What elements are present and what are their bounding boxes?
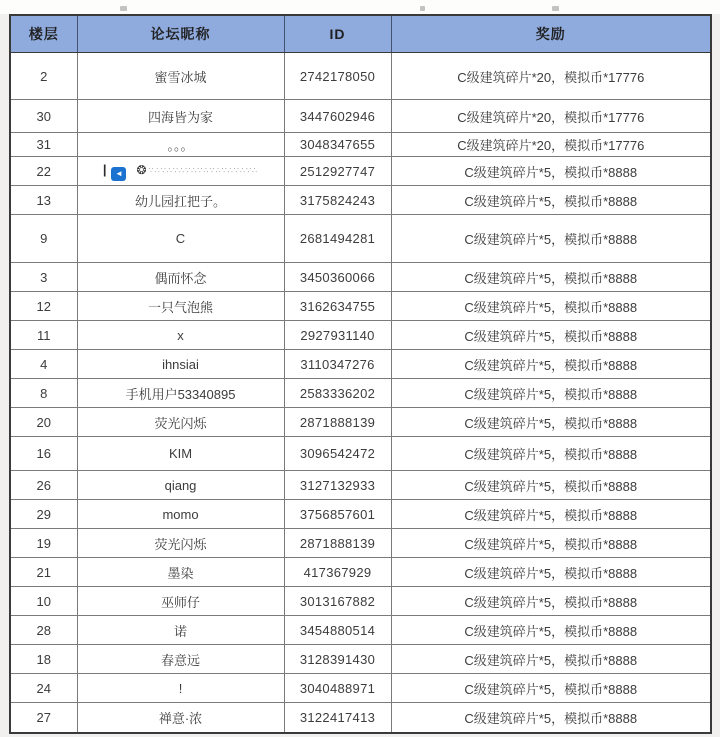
id-cell: 3128391430 <box>284 645 391 674</box>
nickname-cell: ! <box>77 674 284 703</box>
id-cell: 3450360066 <box>284 263 391 292</box>
id-cell: 3110347276 <box>284 350 391 379</box>
floor-cell: 22 <box>10 157 77 186</box>
nickname-cell: 荧光闪烁 <box>77 408 284 437</box>
reward-cell: C级建筑碎片*5，模拟币*8888 <box>391 379 711 408</box>
nickname-cell: 墨染 <box>77 558 284 587</box>
table-body <box>10 53 711 733</box>
id-cell: 2871888139 <box>284 529 391 558</box>
nickname-cell: 蜜雪冰城 <box>77 53 284 100</box>
table-row <box>10 263 711 292</box>
table-row <box>10 379 711 408</box>
reward-cell: C级建筑碎片*5，模拟币*8888 <box>391 186 711 215</box>
table-row <box>10 529 711 558</box>
table-row <box>10 157 711 186</box>
id-cell: 2742178050 <box>284 53 391 100</box>
reward-cell: C级建筑碎片*5，模拟币*8888 <box>391 157 711 186</box>
column-header-id: ID <box>284 15 391 53</box>
header-row <box>10 15 711 53</box>
reward-cell: C级建筑碎片*20，模拟币*17776 <box>391 133 711 157</box>
id-cell: 3048347655 <box>284 133 391 157</box>
reward-cell: C级建筑碎片*5，模拟币*8888 <box>391 292 711 321</box>
table-row <box>10 645 711 674</box>
column-header-floor: 楼层 <box>10 15 77 53</box>
floor-cell: 3 <box>10 263 77 292</box>
nickname-cell: 。。。 <box>77 133 284 157</box>
floor-cell: 28 <box>10 616 77 645</box>
id-cell: 2681494281 <box>284 215 391 263</box>
nickname-cell: KIM <box>77 437 284 471</box>
floor-cell: 12 <box>10 292 77 321</box>
reward-cell: C级建筑碎片*5，模拟币*8888 <box>391 587 711 616</box>
floor-cell: 11 <box>10 321 77 350</box>
floor-cell: 9 <box>10 215 77 263</box>
id-cell: 2871888139 <box>284 408 391 437</box>
reward-cell: C级建筑碎片*5，模拟币*8888 <box>391 616 711 645</box>
nickname-cell: momo <box>77 500 284 529</box>
id-cell: 3175824243 <box>284 186 391 215</box>
table-row <box>10 186 711 215</box>
table-row <box>10 616 711 645</box>
floor-cell: 8 <box>10 379 77 408</box>
id-cell: 3122417413 <box>284 703 391 733</box>
nickname-cell: 偶而怀念 <box>77 263 284 292</box>
table-row <box>10 408 711 437</box>
table-row <box>10 587 711 616</box>
reward-cell: C级建筑碎片*5，模拟币*8888 <box>391 500 711 529</box>
floor-cell: 10 <box>10 587 77 616</box>
nickname-cell: ihnsiai <box>77 350 284 379</box>
blue-back-arrow-emoji-icon: ◄ <box>111 167 126 181</box>
id-cell: 2927931140 <box>284 321 391 350</box>
id-cell: 3454880514 <box>284 616 391 645</box>
reward-cell: C级建筑碎片*5，模拟币*8888 <box>391 215 711 263</box>
gear-flower-glyph: ❂ <box>136 162 147 177</box>
table-row <box>10 703 711 733</box>
nickname-cell: 禅意·浓 <box>77 703 284 733</box>
clipped-text-remnant <box>552 6 559 11</box>
id-cell: 3756857601 <box>284 500 391 529</box>
floor-cell: 27 <box>10 703 77 733</box>
nickname-cell: qiang <box>77 471 284 500</box>
column-header-nickname: 论坛昵称 <box>77 15 284 53</box>
id-cell: 3013167882 <box>284 587 391 616</box>
table-row <box>10 133 711 157</box>
clipped-row-strip <box>0 0 720 14</box>
floor-cell: 24 <box>10 674 77 703</box>
floor-cell: 20 <box>10 408 77 437</box>
nickname-cell: 诺 <box>77 616 284 645</box>
prize-table <box>9 14 712 734</box>
table-row <box>10 437 711 471</box>
table-row <box>10 321 711 350</box>
reward-cell: C级建筑碎片*5，模拟币*8888 <box>391 674 711 703</box>
table-row <box>10 53 711 100</box>
id-cell: 417367929 <box>284 558 391 587</box>
reward-cell: C级建筑碎片*5，模拟币*8888 <box>391 350 711 379</box>
nickname-cell: 巫师仔 <box>77 587 284 616</box>
clipped-text-remnant <box>120 6 127 11</box>
table-row <box>10 100 711 133</box>
nickname-cell: 四海皆为家 <box>77 100 284 133</box>
floor-cell: 31 <box>10 133 77 157</box>
floor-cell: 13 <box>10 186 77 215</box>
column-header-reward: 奖励 <box>391 15 711 53</box>
table-row <box>10 471 711 500</box>
floor-cell: 26 <box>10 471 77 500</box>
nickname-cell <box>77 157 284 186</box>
floor-cell: 2 <box>10 53 77 100</box>
floor-cell: 4 <box>10 350 77 379</box>
reward-cell: C级建筑碎片*5，模拟币*8888 <box>391 529 711 558</box>
reward-cell: C级建筑碎片*5，模拟币*8888 <box>391 321 711 350</box>
table-row <box>10 674 711 703</box>
id-cell: 3040488971 <box>284 674 391 703</box>
table-row <box>10 558 711 587</box>
nickname-cell: x <box>77 321 284 350</box>
nickname-cell: 春意远 <box>77 645 284 674</box>
id-cell: 3096542472 <box>284 437 391 471</box>
floor-cell: 19 <box>10 529 77 558</box>
floor-cell: 18 <box>10 645 77 674</box>
reward-cell: C级建筑碎片*5，模拟币*8888 <box>391 558 711 587</box>
reward-cell: C级建筑碎片*20，模拟币*17776 <box>391 100 711 133</box>
id-cell: 2512927747 <box>284 157 391 186</box>
floor-cell: 30 <box>10 100 77 133</box>
floor-cell: 16 <box>10 437 77 471</box>
nickname-cell: 幼儿园扛把子。 <box>77 186 284 215</box>
floor-cell: 29 <box>10 500 77 529</box>
table-row <box>10 350 711 379</box>
reward-cell: C级建筑碎片*5，模拟币*8888 <box>391 408 711 437</box>
reward-cell: C级建筑碎片*5，模拟币*8888 <box>391 263 711 292</box>
floor-cell: 21 <box>10 558 77 587</box>
table-row <box>10 292 711 321</box>
id-cell: 3127132933 <box>284 471 391 500</box>
reward-cell: C级建筑碎片*5，模拟币*8888 <box>391 437 711 471</box>
nickname-cell: 手机用户53340895 <box>77 379 284 408</box>
table-row <box>10 500 711 529</box>
clipped-text-remnant <box>420 6 425 11</box>
id-cell: 2583336202 <box>284 379 391 408</box>
nickname-cell: 一只气泡熊 <box>77 292 284 321</box>
nickname-cell: C <box>77 215 284 263</box>
reward-cell: C级建筑碎片*5，模拟币*8888 <box>391 471 711 500</box>
decorative-dot-glyphs: ∵∴∵∴∵∴∵∴∵∴∵∴∵∴∵∴∵∴ <box>148 165 259 175</box>
reward-cell: C级建筑碎片*5，模拟币*8888 <box>391 645 711 674</box>
reward-cell: C级建筑碎片*5，模拟币*8888 <box>391 703 711 733</box>
table-row <box>10 215 711 263</box>
nickname-cell: 荧光闪烁 <box>77 529 284 558</box>
reward-cell: C级建筑碎片*20，模拟币*17776 <box>391 53 711 100</box>
id-cell: 3447602946 <box>284 100 391 133</box>
nickname-bar-character: | <box>102 161 107 177</box>
id-cell: 3162634755 <box>284 292 391 321</box>
